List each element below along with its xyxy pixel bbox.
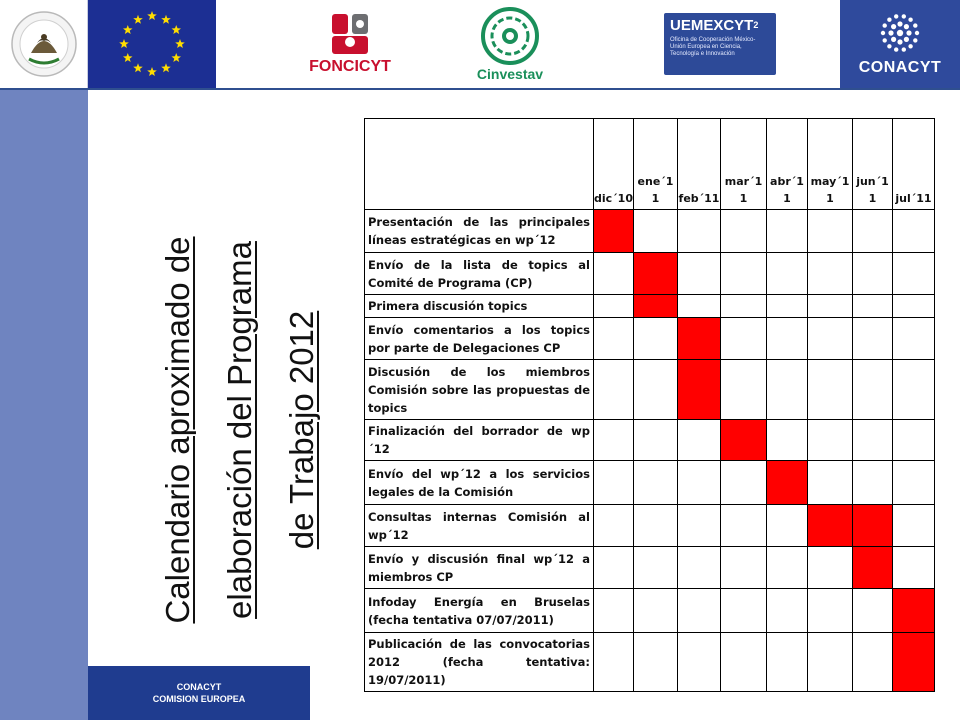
empty-cell — [808, 295, 853, 318]
eu-star — [123, 25, 133, 34]
empty-cell — [853, 253, 893, 295]
footer-line-2: COMISION EUROPEA — [152, 694, 246, 704]
eu-star — [133, 15, 143, 24]
empty-cell — [594, 253, 634, 295]
empty-cell — [808, 420, 853, 461]
task-label: Publicación de las convocatorias 2012 (fecha tentativa: 19/07/2011) — [365, 633, 594, 692]
empty-cell — [808, 633, 853, 692]
empty-cell — [594, 420, 634, 461]
empty-cell — [893, 505, 935, 547]
empty-cell — [767, 420, 808, 461]
empty-cell — [634, 589, 678, 633]
empty-cell — [678, 420, 721, 461]
table-row — [365, 633, 935, 692]
empty-cell — [808, 318, 853, 360]
empty-cell — [678, 633, 721, 692]
conacyt-dot — [887, 44, 891, 48]
scheduled-cell — [678, 360, 721, 420]
table-row — [365, 461, 935, 505]
eu-star — [161, 63, 171, 72]
cinvestav-logo — [465, 0, 555, 88]
empty-cell — [634, 360, 678, 420]
empty-cell — [678, 547, 721, 589]
empty-cell — [721, 589, 767, 633]
empty-cell — [893, 210, 935, 253]
scheduled-cell — [767, 461, 808, 505]
empty-cell — [721, 253, 767, 295]
eu-star — [119, 39, 129, 48]
empty-cell — [808, 253, 853, 295]
eu-star — [172, 25, 182, 34]
empty-cell — [893, 318, 935, 360]
empty-cell — [721, 210, 767, 253]
footer-band — [88, 666, 310, 720]
conacyt-dot — [883, 23, 887, 27]
conacyt-dot — [904, 37, 909, 42]
empty-cell — [808, 360, 853, 420]
conacyt-dot — [902, 47, 906, 51]
empty-cell — [893, 547, 935, 589]
conacyt-dot — [908, 44, 912, 48]
empty-cell — [853, 295, 893, 318]
empty-cell — [594, 360, 634, 420]
conacyt-dot — [897, 39, 902, 44]
eu-star — [147, 67, 157, 76]
empty-cell — [678, 505, 721, 547]
empty-cell — [721, 295, 767, 318]
empty-cell — [893, 360, 935, 420]
empty-cell — [853, 420, 893, 461]
table-row — [365, 505, 935, 547]
empty-cell — [634, 210, 678, 253]
conacyt-dot — [906, 30, 911, 35]
table-row — [365, 210, 935, 253]
task-label: Consultas internas Comisión al wp´12 — [365, 505, 594, 547]
table-row — [365, 318, 935, 360]
cinvestav-logo-icon — [479, 6, 541, 66]
empty-cell — [634, 461, 678, 505]
schedule-table — [364, 118, 935, 692]
scheduled-cell — [678, 318, 721, 360]
empty-cell — [767, 589, 808, 633]
empty-cell — [853, 210, 893, 253]
empty-cell — [678, 253, 721, 295]
page-title — [145, 200, 335, 660]
eu-star — [133, 63, 143, 72]
month-header: abr´11 — [767, 119, 808, 210]
scheduled-cell — [853, 505, 893, 547]
task-label: Discusión de los miembros Comisión sobre las propuestas de topics — [365, 360, 594, 420]
eu-star — [172, 53, 182, 62]
header-corner — [365, 119, 594, 210]
foncicyt-logo-icon — [330, 12, 370, 56]
empty-cell — [594, 461, 634, 505]
empty-cell — [678, 210, 721, 253]
conacyt-dot — [887, 18, 891, 22]
month-header: ene´11 — [634, 119, 678, 210]
empty-cell — [808, 210, 853, 253]
foncicyt-logo — [300, 0, 400, 88]
empty-cell — [767, 633, 808, 692]
task-label: Envío de la lista de topics al Comité de Programa (CP) — [365, 253, 594, 295]
scheduled-cell — [853, 547, 893, 589]
title-line-1: Calendario aproximado de — [159, 236, 196, 624]
eu-stars-flag-icon — [107, 4, 197, 84]
empty-cell — [767, 318, 808, 360]
conacyt-dot — [888, 30, 893, 35]
conacyt-dot — [902, 14, 906, 18]
empty-cell — [721, 633, 767, 692]
eu-star — [161, 15, 171, 24]
empty-cell — [853, 360, 893, 420]
empty-cell — [767, 253, 808, 295]
mexico-logo — [0, 0, 88, 88]
title-line-2: elaboración del Programa — [221, 241, 258, 619]
month-header: mar´11 — [721, 119, 767, 210]
table-row — [365, 295, 935, 318]
empty-cell — [721, 461, 767, 505]
empty-cell — [594, 505, 634, 547]
logo-header — [0, 0, 960, 90]
scheduled-cell — [634, 253, 678, 295]
table-row — [365, 547, 935, 589]
empty-cell — [721, 360, 767, 420]
conacyt-dot — [897, 21, 902, 26]
eu-star — [175, 39, 185, 48]
conacyt-dots-logo-icon — [878, 11, 922, 55]
empty-cell — [808, 589, 853, 633]
task-label: Envío y discusión final wp´12 a miembros CP — [365, 547, 594, 589]
uemexcyt-card — [664, 13, 776, 75]
empty-cell — [767, 295, 808, 318]
title-line-3: de Trabajo 2012 — [283, 310, 320, 550]
task-label: Presentación de las principales líneas estratégicas en wp´12 — [365, 210, 594, 253]
conacyt-dot — [891, 37, 896, 42]
scheduled-cell — [594, 210, 634, 253]
eu-star — [147, 11, 157, 20]
conacyt-dot — [881, 31, 885, 35]
table-row — [365, 589, 935, 633]
empty-cell — [634, 505, 678, 547]
scheduled-cell — [721, 420, 767, 461]
table-row — [365, 253, 935, 295]
table-row — [365, 360, 935, 420]
empty-cell — [721, 547, 767, 589]
empty-cell — [808, 547, 853, 589]
empty-cell — [893, 420, 935, 461]
month-header: dic´10 — [594, 119, 634, 210]
month-header: jul´11 — [893, 119, 935, 210]
conacyt-dot — [904, 24, 909, 29]
conacyt-dot — [915, 31, 919, 35]
conacyt-dot — [891, 24, 896, 29]
uemexcyt-title: UEMEXCYT$^2$ — [670, 17, 759, 34]
mexican-coat-of-arms-icon — [9, 9, 79, 79]
eu-logo — [88, 0, 216, 88]
left-sidebar — [0, 90, 88, 720]
empty-cell — [594, 295, 634, 318]
empty-cell — [853, 589, 893, 633]
empty-cell — [721, 505, 767, 547]
month-header: feb´11 — [678, 119, 721, 210]
empty-cell — [721, 318, 767, 360]
empty-cell — [893, 295, 935, 318]
month-header-row — [365, 119, 935, 210]
uemexcyt-logo — [660, 0, 780, 88]
empty-cell — [767, 210, 808, 253]
task-label: Envío del wp´12 a los servicios legales de la Comisión — [365, 461, 594, 505]
scheduled-cell — [893, 589, 935, 633]
empty-cell — [634, 318, 678, 360]
empty-cell — [634, 547, 678, 589]
empty-cell — [634, 420, 678, 461]
conacyt-dot — [908, 18, 912, 22]
empty-cell — [594, 547, 634, 589]
empty-cell — [634, 633, 678, 692]
conacyt-logo — [840, 0, 960, 88]
empty-cell — [678, 461, 721, 505]
eu-star — [123, 53, 133, 62]
task-label: Finalización del borrador de wp´12 — [365, 420, 594, 461]
conacyt-dot — [894, 14, 898, 18]
conacyt-dot — [897, 30, 903, 36]
header-divider — [0, 88, 960, 90]
task-label: Primera discusión topics — [365, 295, 594, 318]
empty-cell — [767, 360, 808, 420]
empty-cell — [678, 295, 721, 318]
empty-cell — [808, 461, 853, 505]
task-label: Envío comentarios a los topics por parte de Delegaciones CP — [365, 318, 594, 360]
empty-cell — [594, 633, 634, 692]
scheduled-cell — [634, 295, 678, 318]
footer-line-1: CONACYT — [176, 682, 222, 692]
month-header: may´11 — [808, 119, 853, 210]
empty-cell — [767, 505, 808, 547]
conacyt-dot — [883, 38, 887, 42]
table-row — [365, 420, 935, 461]
empty-cell — [853, 318, 893, 360]
empty-cell — [853, 461, 893, 505]
empty-cell — [594, 589, 634, 633]
month-header: jun´11 — [853, 119, 893, 210]
empty-cell — [853, 633, 893, 692]
conacyt-dot — [913, 38, 917, 42]
scheduled-cell — [893, 633, 935, 692]
conacyt-text: CONACYT — [858, 59, 942, 76]
conacyt-dot — [894, 47, 898, 51]
scheduled-cell — [808, 505, 853, 547]
task-label: Infoday Energía en Bruselas (fecha tentativa 07/07/2011) — [365, 589, 594, 633]
foncicyt-text: FONCICYT — [309, 58, 391, 75]
empty-cell — [678, 589, 721, 633]
empty-cell — [767, 547, 808, 589]
empty-cell — [893, 253, 935, 295]
uemexcyt-subtitle: Oficina de Cooperación México-Unión Europea en Ciencia, Tecnología e Innovación — [670, 37, 756, 57]
empty-cell — [594, 318, 634, 360]
cinvestav-text: Cinvestav — [476, 66, 544, 82]
empty-cell — [893, 461, 935, 505]
conacyt-dot — [913, 23, 917, 27]
